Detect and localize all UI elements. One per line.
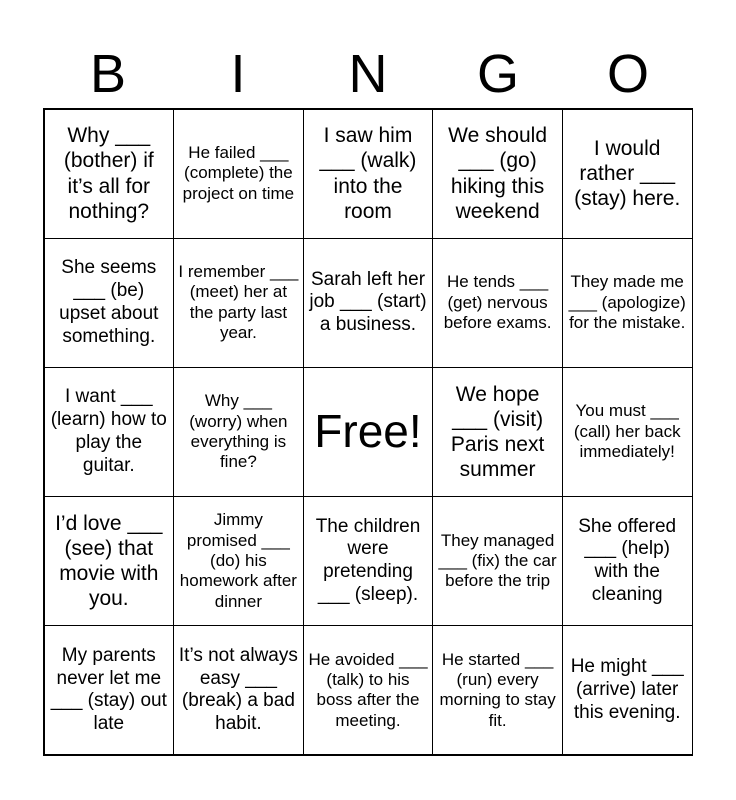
bingo-cell-text: We should ___ (go) hiking this weekend [448, 124, 548, 223]
bingo-cell-text: It’s not always easy ___ (break) a bad habit. [178, 644, 298, 735]
bingo-cell-text: He started ___ (run) every morning to stay fit. [439, 649, 556, 730]
bingo-cell[interactable] [173, 238, 304, 368]
bingo-cell[interactable] [44, 496, 175, 626]
bingo-cell-text: You must ___ (call) her back immediately! [573, 401, 681, 462]
bingo-cell[interactable] [173, 109, 304, 239]
bingo-cell-text: The children were pretending ___ (sleep). [315, 515, 421, 605]
free-space-cell[interactable] [303, 367, 434, 497]
bingo-cell[interactable] [303, 238, 434, 368]
bingo-board [43, 108, 693, 756]
bingo-cell-text: I remember ___ (meet) her at the party last year. [178, 262, 299, 343]
bingo-cell[interactable] [173, 625, 304, 755]
bingo-cell-text: She offered ___ (help) with the cleaning [578, 515, 677, 605]
header-letter-g: G [476, 44, 519, 104]
bingo-cell-text: I’d love ___ (see) that movie with you. [55, 511, 163, 611]
bingo-cell-text: I would rather ___ (stay) here. [574, 136, 681, 211]
bingo-cell[interactable] [562, 238, 693, 368]
bingo-cell-text: They made me ___ (apologize) for the mistake. [568, 272, 686, 332]
bingo-cell[interactable] [562, 496, 693, 626]
free-space-label: Free! [314, 405, 422, 458]
bingo-cell[interactable] [44, 625, 175, 755]
bingo-cell[interactable] [562, 109, 693, 239]
bingo-cell-text: We hope ___ (visit) Paris next summer [450, 382, 545, 482]
bingo-cell[interactable] [432, 367, 563, 497]
header-letter-n: N [348, 44, 388, 104]
bingo-cell[interactable] [44, 109, 175, 239]
bingo-cell-text: He tends ___ (get) nervous before exams. [443, 272, 552, 332]
bingo-cell[interactable] [303, 109, 434, 239]
bingo-cell-text: Why ___ (bother) if it’s all for nothing? [63, 124, 154, 223]
bingo-cell[interactable] [432, 109, 563, 239]
bingo-cell[interactable] [44, 367, 175, 497]
bingo-cell-text: My parents never let me ___ (stay) out late [50, 644, 167, 735]
bingo-cell[interactable] [562, 625, 693, 755]
header-letter-i: I [230, 44, 246, 104]
bingo-cell[interactable] [44, 238, 175, 368]
bingo-cell[interactable] [432, 625, 563, 755]
bingo-cell[interactable] [173, 496, 304, 626]
header-letter-b: B [89, 44, 127, 104]
bingo-cell-text: I saw him ___ (walk) into the room [319, 124, 417, 223]
bingo-cell[interactable] [173, 367, 304, 497]
bingo-cell[interactable] [303, 625, 434, 755]
bingo-cell-text: He failed ___ (complete) the project on time [182, 143, 295, 203]
header-letter-o: O [606, 44, 649, 104]
bingo-cell-text: Jimmy promised ___ (do) his homework after dinner [179, 510, 297, 611]
bingo-cell[interactable] [303, 496, 434, 626]
bingo-cell-text: Why ___ (worry) when everything is fine? [189, 391, 288, 472]
bingo-cell-text: He avoided ___ (talk) to his boss after the meeting. [308, 649, 428, 730]
bingo-cell-text: He might ___ (arrive) later this evening. [570, 656, 684, 723]
bingo-cell[interactable] [432, 238, 563, 368]
bingo-cell-text: I want ___ (learn) how to play the guitar. [50, 386, 167, 476]
bingo-cell[interactable] [432, 496, 563, 626]
bingo-cell[interactable] [562, 367, 693, 497]
bingo-cell-text: Sarah left her job ___ (start) a business. [309, 268, 427, 336]
bingo-cell-text: They managed ___ (fix) the car before the trip [438, 530, 557, 591]
bingo-header [43, 40, 693, 108]
bingo-cell-text: She seems ___ (be) upset about something. [59, 257, 159, 347]
